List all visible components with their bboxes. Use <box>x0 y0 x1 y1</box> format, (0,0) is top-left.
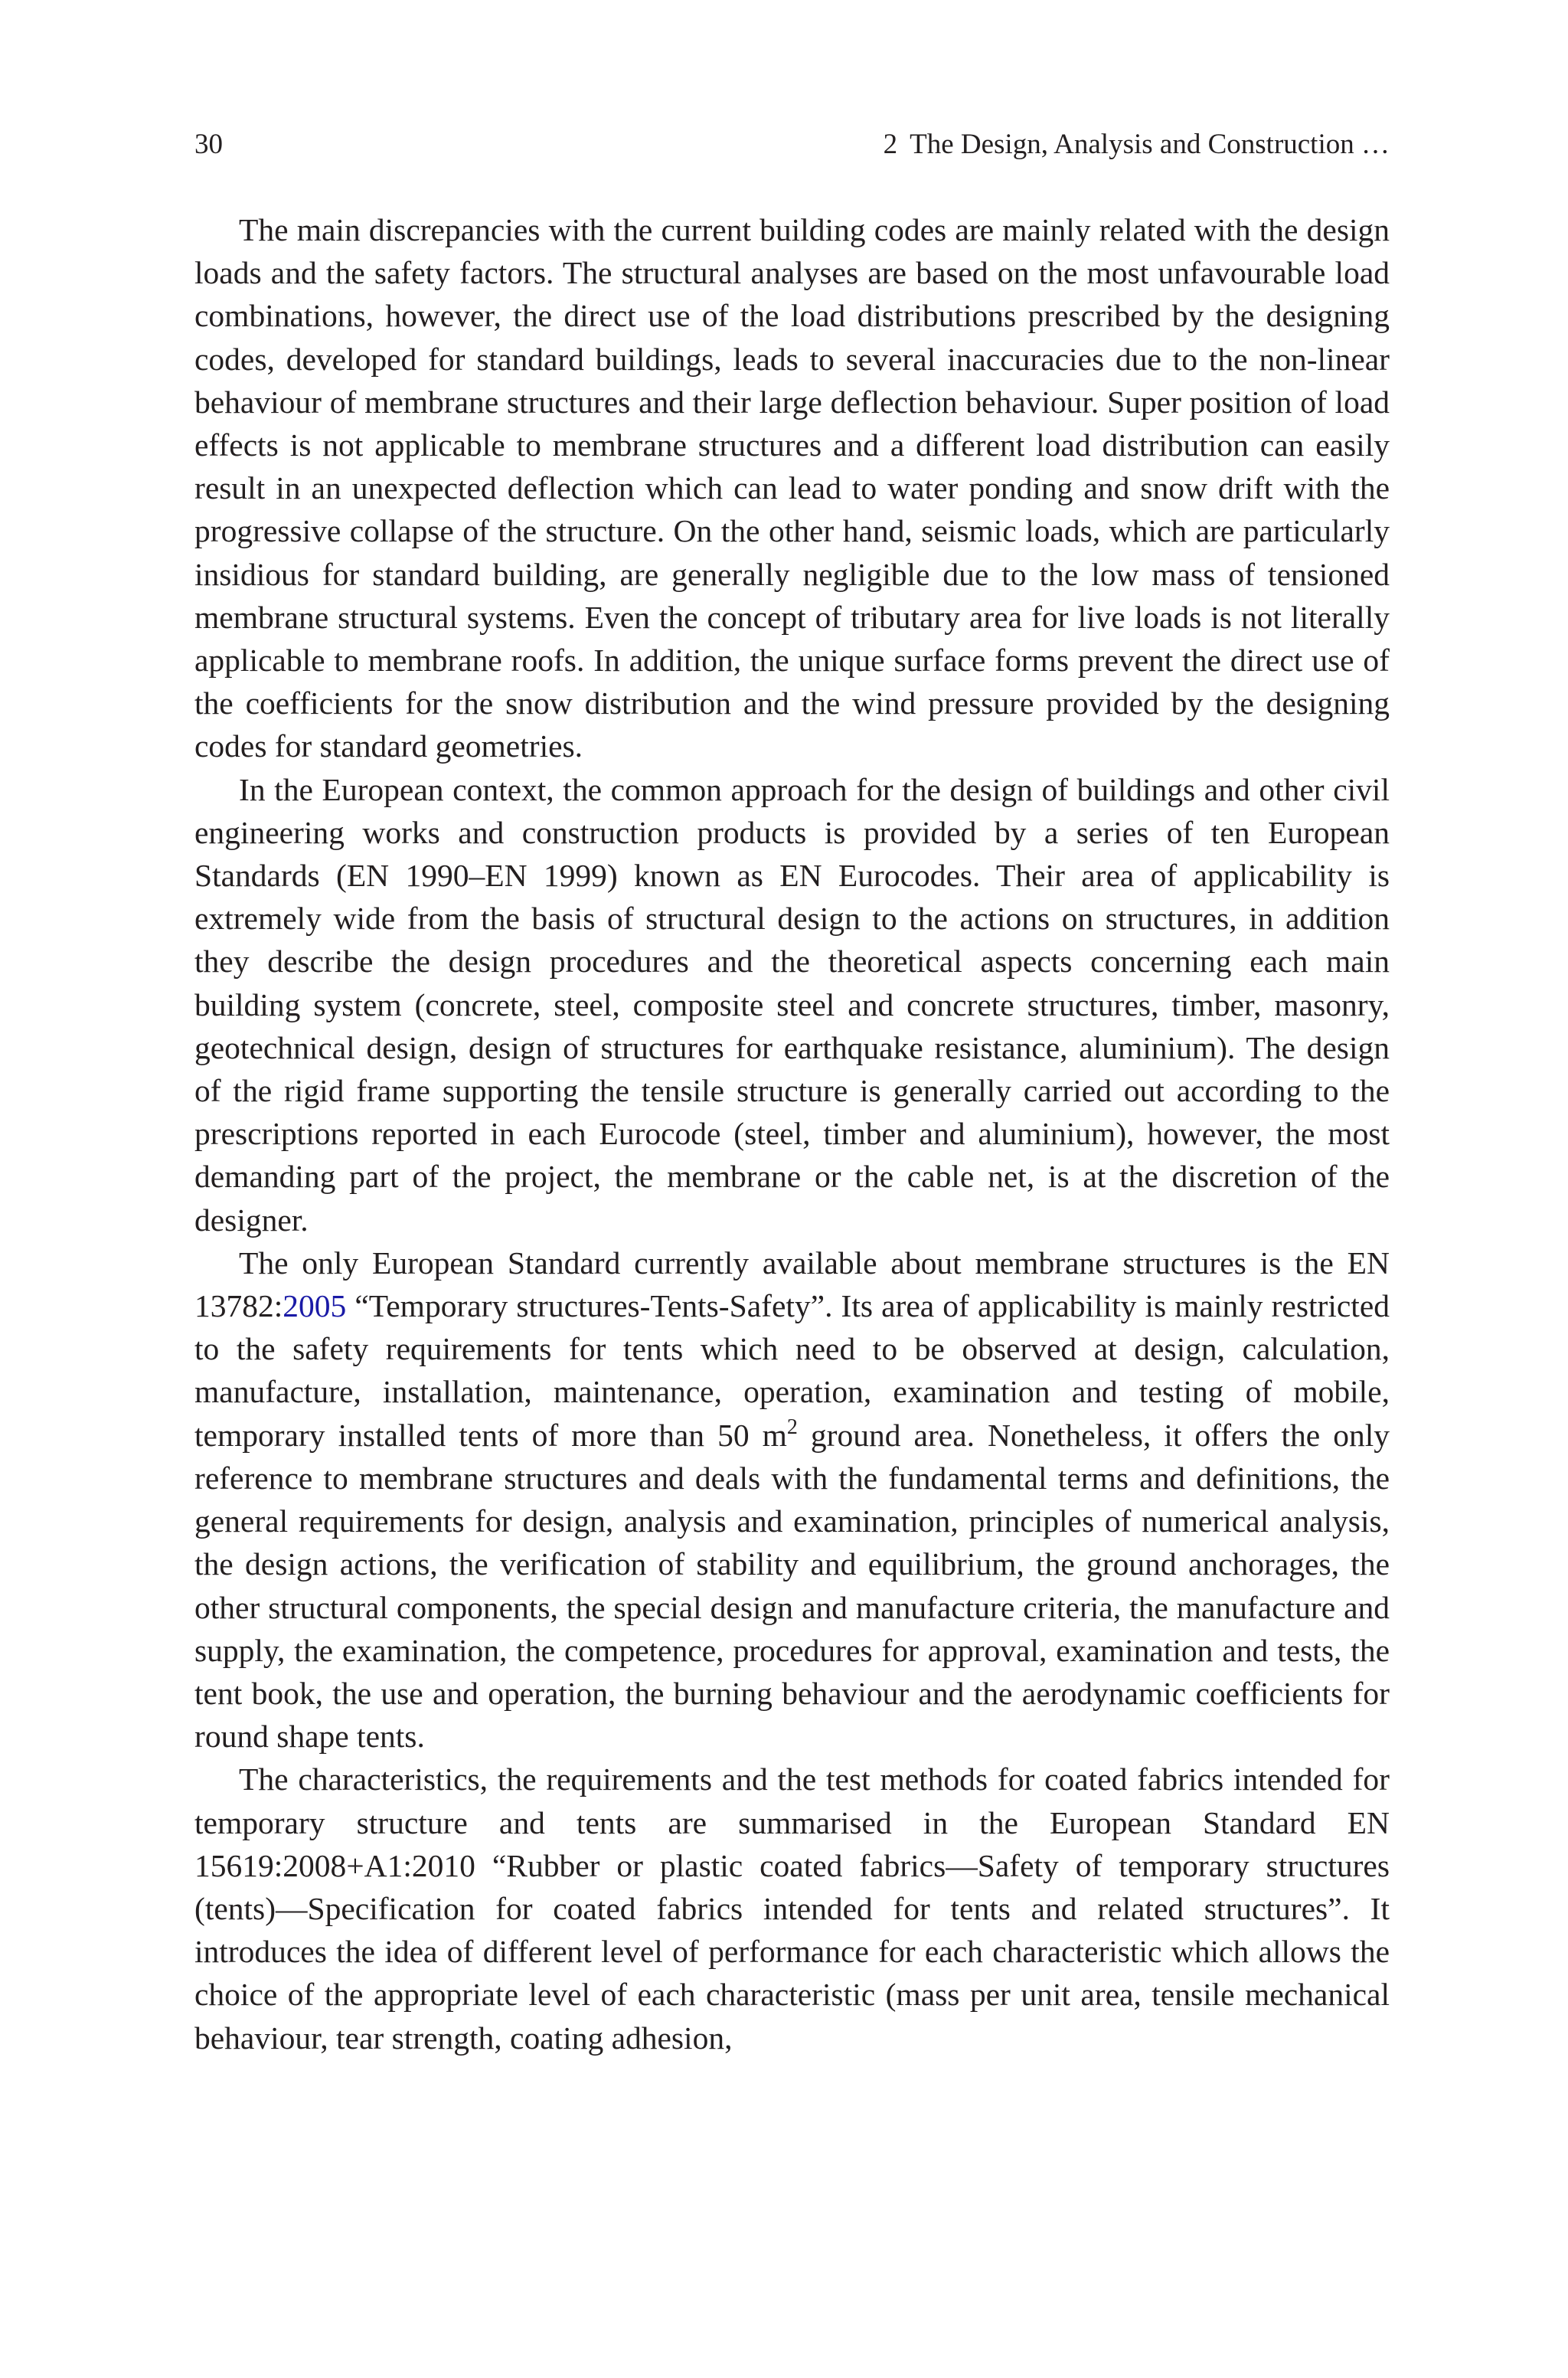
paragraph-en-13782 <box>194 1241 1390 1758</box>
paragraph-text: The only European Standard currently available about membrane structures is the EN 13782: <box>194 1245 1390 1324</box>
paragraph-text: ground area. Nonetheless, it offers the only reference to membrane structures and deals with the fundamental terms and definitions, the general requirements for design, analysis and examination, principles of numerical analysis, the design actions, the verification of stability and equilibrium, the ground anchorages, the other structural components, the special design and manufacture criteria, the manufacture and supply, the examination, the competence, procedures for approval, examination and tests, the tent book, the use and operation, the burning behaviour and the aerodynamic coefficients for round shape tents. <box>194 1417 1390 1755</box>
paragraph-text: “Temporary structures-Tents-Safety”. Its area of applicability is mainly restricted to the safety requirements for tents which need to be observed at design, calculation, manufacture, installation, maintenance, operation, examination and testing of mobile, temporary installed tents of more than 50 m <box>194 1288 1390 1453</box>
paragraph-eurocodes: In the European context, the common approach for the design of buildings and other civil engineering works and construction products is provided by a series of ten European Standards (EN 1990–EN 1999) known as EN Eurocodes. Their area of applicability is extremely wide from the basis of structural design to the actions on structures, in addition they describe the design procedures and the theoretical aspects concerning each main building system (concrete, steel, composite steel and concrete structures, timber, masonry, geotechnical design, design of structures for earthquake resistance, aluminium). The design of the rigid frame supporting the tensile structure is generally carried out according to the prescriptions reported in each Eurocode (steel, timber and aluminium), however, the most demanding part of the project, the membrane or the cable net, is at the discretion of the designer. <box>194 771 1390 1238</box>
chapter-title: The Design, Analysis and Construction … <box>910 129 1390 160</box>
chapter-number: 2 <box>883 129 898 160</box>
paragraph-en-15619: The characteristics, the requirements and the test methods for coated fabrics intended for temporary structure and tents are summarised in the European Standard EN 15619:2008+A1:2010 “Rubber or plastic coated fabrics—Safety of temporary structures (tents)—Specification for coated fabrics intended for tents and related structures”. It introduces the idea of different level of performance for each characteristic which allows the choice of the appropriate level of each characteristic (mass per unit area, tensile mechanical behaviour, tear strength, coating adhesion, <box>194 1761 1390 2056</box>
superscript-2: 2 <box>786 1415 798 1439</box>
paragraph-design-loads: The main discrepancies with the current building codes are mainly related with the design loads and the safety factors. The structural analyses are based on the most unfavourable load combinations, however, the direct use of the load distributions prescribed by the designing codes, developed for standard buildings, leads to several inaccuracies due to the non-linear behaviour of membrane structures and their large deflection behaviour. Super position of load effects is not applicable to membrane structures and a different load distribution can easily result in an unexpected deflection which can lead to water ponding and snow drift with the progressive collapse of the structure. On the other hand, seismic loads, which are particularly insidious for standard building, are generally negligible due to the low mass of tensioned membrane structural systems. Even the concept of tributary area for live loads is not literally applicable to membrane roofs. In addition, the unique surface forms prevent the direct use of the coefficients for the snow distribution and the wind pressure provided by the designing codes for standard geometries. <box>194 212 1390 764</box>
page-number: 30 <box>194 129 223 160</box>
body-text <box>194 208 1390 2059</box>
citation-link-2005[interactable]: 2005 <box>283 1288 347 1324</box>
running-head <box>194 126 1390 164</box>
running-title <box>884 126 1390 164</box>
